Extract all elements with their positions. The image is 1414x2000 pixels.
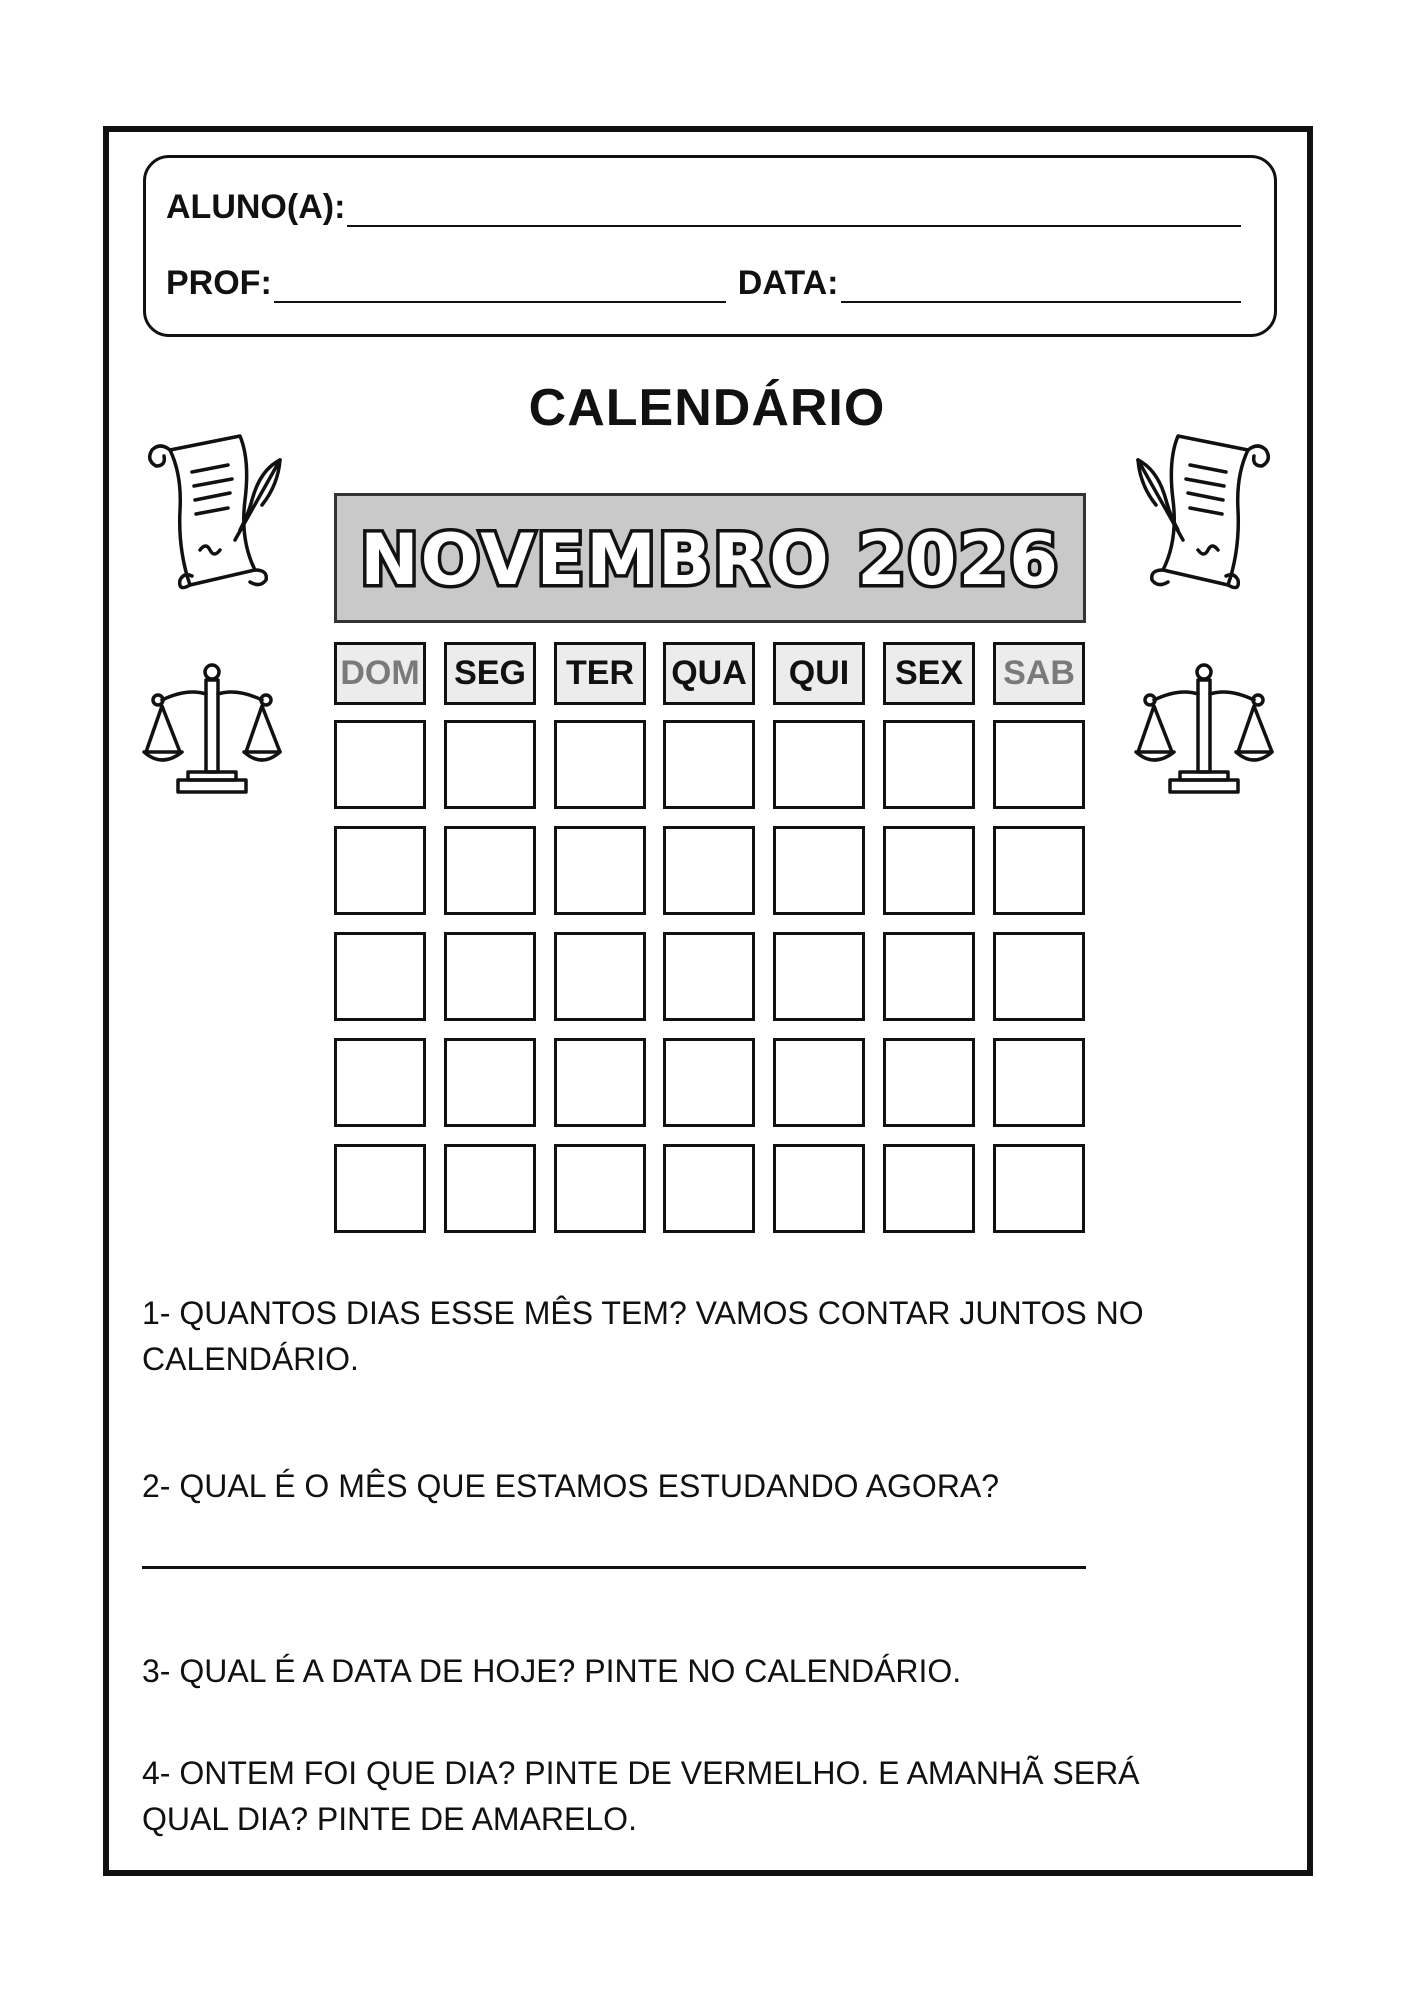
calendar-day-cell[interactable] [663, 826, 755, 915]
calendar-day-cell[interactable] [554, 720, 646, 809]
calendar-day-cell[interactable] [883, 1144, 975, 1233]
calendar-day-cell[interactable] [773, 826, 865, 915]
calendar-day-cell[interactable] [444, 720, 536, 809]
calendar-day-cell[interactable] [993, 826, 1085, 915]
calendar-day-cell[interactable] [554, 1144, 646, 1233]
student-label: ALUNO(A): [166, 188, 346, 226]
calendar-day-cell[interactable] [663, 932, 755, 1021]
calendar-day-cell[interactable] [993, 1038, 1085, 1127]
calendar-day-cell[interactable] [334, 932, 426, 1021]
teacher-label: PROF: [166, 264, 272, 302]
calendar-day-cell[interactable] [883, 932, 975, 1021]
calendar-day-cell[interactable] [663, 720, 755, 809]
calendar-day-cell[interactable] [993, 1144, 1085, 1233]
page-title: CALENDÁRIO [528, 379, 886, 437]
weekday-friday: SEX [883, 642, 975, 705]
calendar-day-cell[interactable] [773, 1144, 865, 1233]
calendar-day-cell[interactable] [883, 826, 975, 915]
calendar-day-cell[interactable] [993, 720, 1085, 809]
question-1 [142, 1290, 1272, 1382]
calendar-day-cell[interactable] [554, 932, 646, 1021]
calendar-day-cell[interactable] [334, 1144, 426, 1233]
scroll-quill-icon [140, 420, 290, 600]
question-3: 3- QUAL É A DATA DE HOJE? PINTE NO CALENDÁRIO. [142, 1653, 962, 1689]
question-4-line-2: QUAL DIA? PINTE DE AMARELO. [142, 1801, 637, 1837]
scales-of-justice-icon [1134, 660, 1274, 800]
weekday-tuesday: TER [554, 642, 646, 705]
calendar-day-cell[interactable] [334, 720, 426, 809]
calendar-day-cell[interactable] [773, 1038, 865, 1127]
weekday-thursday: QUI [773, 642, 865, 705]
month-title-art [337, 496, 1083, 620]
calendar-day-cell[interactable] [554, 1038, 646, 1127]
question-4-line-1: 4- ONTEM FOI QUE DIA? PINTE DE VERMELHO. E AMANHÃ SERÁ [142, 1755, 1140, 1791]
date-field[interactable] [841, 271, 1241, 303]
calendar-day-cell[interactable] [334, 1038, 426, 1127]
question-2: 2- QUAL É O MÊS QUE ESTAMOS ESTUDANDO AGORA? [142, 1468, 1000, 1504]
question-2-answer-line[interactable] [142, 1566, 1086, 1569]
month-title: NOVEMBRO 2026 [360, 519, 1060, 601]
teacher-date-row [166, 264, 1241, 303]
calendar-day-cell[interactable] [444, 1144, 536, 1233]
calendar-day-cell[interactable] [663, 1144, 755, 1233]
question-1-line-1: 1- QUANTOS DIAS ESSE MÊS TEM? VAMOS CONTAR JUNTOS NO [142, 1295, 1144, 1331]
weekday-monday: SEG [444, 642, 536, 705]
calendar-day-cell[interactable] [554, 826, 646, 915]
weekday-saturday: SAB [993, 642, 1085, 705]
calendar-day-cell[interactable] [993, 932, 1085, 1021]
calendar-day-cell[interactable] [444, 826, 536, 915]
student-info-box [143, 155, 1277, 337]
weekday-wednesday: QUA [663, 642, 755, 705]
calendar-day-cell[interactable] [773, 932, 865, 1021]
calendar-day-cell[interactable] [773, 720, 865, 809]
scales-of-justice-icon [142, 660, 282, 800]
calendar-day-cell[interactable] [663, 1038, 755, 1127]
calendar-day-cell[interactable] [883, 720, 975, 809]
teacher-name-field[interactable] [274, 271, 726, 303]
scroll-quill-icon [1128, 420, 1278, 600]
calendar-day-cell[interactable] [444, 1038, 536, 1127]
date-label: DATA: [737, 264, 839, 302]
question-4 [142, 1750, 1272, 1842]
student-row [166, 188, 1241, 227]
month-banner [334, 493, 1086, 623]
question-1-line-2: CALENDÁRIO. [142, 1341, 359, 1377]
calendar-day-cell[interactable] [883, 1038, 975, 1127]
weekday-sunday: DOM [334, 642, 426, 705]
calendar-day-cell[interactable] [444, 932, 536, 1021]
student-name-field[interactable] [347, 195, 1241, 227]
calendar-day-cell[interactable] [334, 826, 426, 915]
